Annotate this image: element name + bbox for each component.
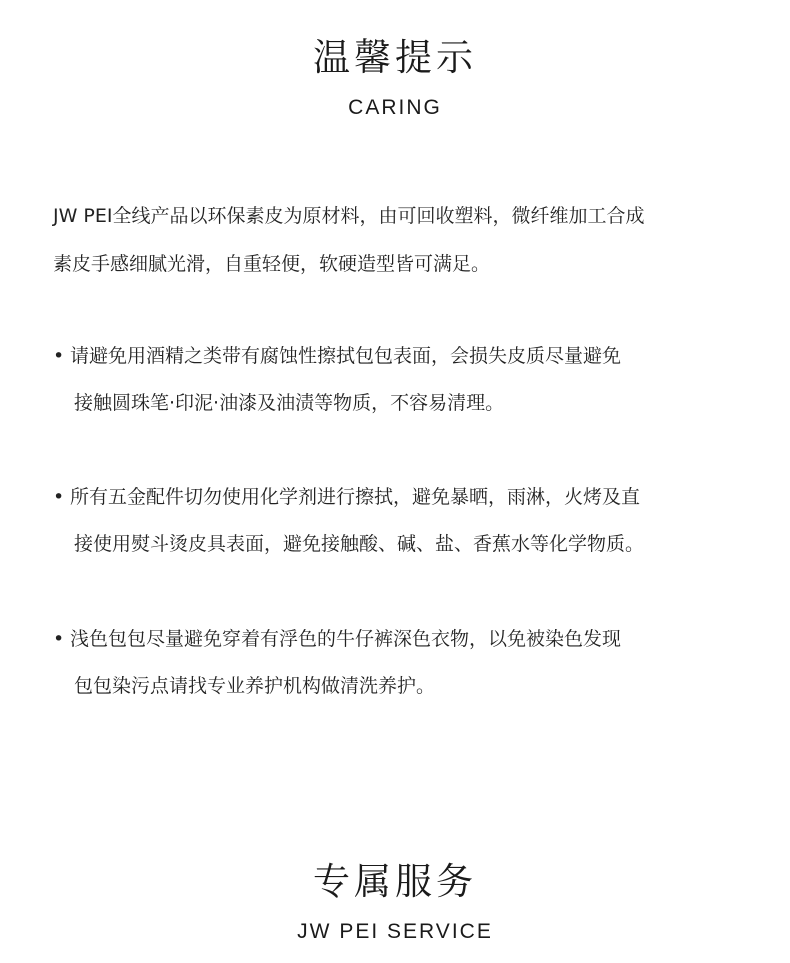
- tip-text-line: 所有五金配件切勿使用化学剂进行擦拭，避免暴晒，雨淋，火烤及直: [70, 486, 641, 508]
- tip-text-line: 接使用熨斗烫皮具表面，避免接触酸、碱、盐、香蕉水等化学物质。: [74, 533, 645, 555]
- tip-item: [53, 333, 753, 427]
- tip-text-line: 接触圆珠笔·印泥·油漆及油渍等物质，不容易清理。: [74, 392, 505, 414]
- tip-text-line: 包包染污点请找专业养护机构做清洗养护。: [74, 675, 436, 697]
- caring-title: 温馨提示: [313, 36, 477, 79]
- intro-line: 素皮手感细腻光滑，自重轻便，软硬造型皆可满足。: [53, 253, 491, 275]
- bullet-icon: •: [53, 628, 65, 650]
- intro-paragraph: [53, 192, 753, 288]
- service-subtitle: JW PEI SERVICE: [297, 920, 493, 943]
- caring-subtitle: CARING: [348, 96, 442, 119]
- bullet-icon: •: [53, 345, 65, 367]
- tip-item: [53, 474, 753, 568]
- tip-item: [53, 616, 753, 710]
- intro-line: JW PEI全线产品以环保素皮为原材料，由可回收塑料，微纤维加工合成: [53, 205, 645, 227]
- bullet-icon: •: [53, 486, 65, 508]
- service-title: 专属服务: [313, 860, 477, 903]
- tip-text-line: 浅色包包尽量避免穿着有浮色的牛仔裤深色衣物，以免被染色发现: [70, 628, 622, 650]
- tip-text-line: 请避免用酒精之类带有腐蚀性擦拭包包表面，会损失皮质尽量避免: [70, 345, 622, 367]
